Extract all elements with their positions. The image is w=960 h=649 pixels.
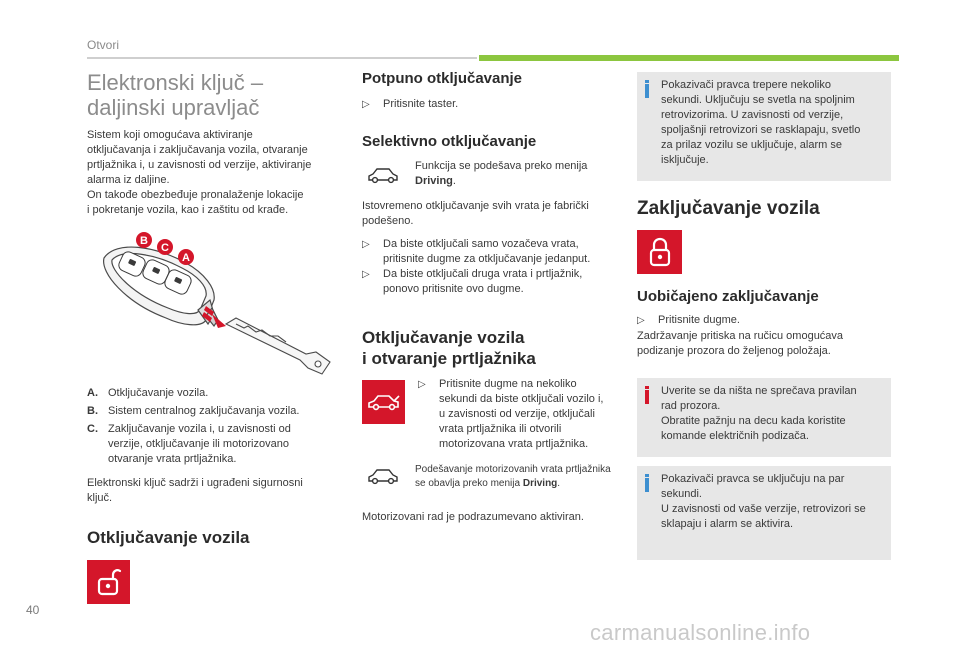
header-accent-bar bbox=[479, 55, 899, 61]
warning-line: Uverite se da ništa ne sprečava pravilan bbox=[661, 385, 857, 397]
warning-line: Obratite pažnju na decu kada koristite bbox=[661, 415, 846, 427]
text-line: Istovremeno otključavanje svih vrata je fabrički bbox=[362, 200, 589, 212]
step-text: motorizovana vrata prtljažnika. bbox=[439, 438, 589, 450]
key-label-b: B bbox=[140, 235, 148, 247]
heading-line: Otključavanje vozila bbox=[362, 328, 525, 347]
lock-button-icon bbox=[637, 230, 682, 274]
note-line: ključ. bbox=[87, 492, 113, 504]
info-line: sklapaju i alarm se aktivira. bbox=[661, 518, 794, 530]
intro-line: alarma iz daljine. bbox=[87, 174, 170, 186]
normal-lock-heading: Uobičajeno zaključavanje bbox=[637, 288, 819, 305]
intro-line: i pokretanje vozila, kao i zaštitu od krađe. bbox=[87, 204, 289, 216]
legend-letter: C. bbox=[87, 423, 98, 435]
full-unlock-heading: Potpuno otključavanje bbox=[362, 70, 523, 87]
header-divider bbox=[87, 57, 477, 59]
info-box-indicators bbox=[637, 72, 891, 181]
warning-icon bbox=[645, 390, 649, 404]
menu-name: Driving bbox=[415, 175, 453, 187]
info-line: retrovizorima. U zavisnosti od verzije, bbox=[661, 109, 844, 121]
step-text: u zavisnosti od verzije, otključali bbox=[439, 408, 595, 420]
note-end: . bbox=[557, 478, 561, 489]
warning-line: rad prozora. bbox=[661, 400, 721, 412]
intro-line: prtljažnika i, u zavisnosti od verzije, aktiviranje bbox=[87, 159, 312, 171]
page-title bbox=[87, 70, 263, 120]
key-legend bbox=[87, 386, 349, 467]
closed-padlock-icon bbox=[648, 237, 672, 267]
info-line: U zavisnosti od vaše verzije, retrovizori se bbox=[661, 503, 866, 515]
legend-letter: A. bbox=[87, 387, 98, 399]
step-text: Pritisnite dugme na nekoliko bbox=[439, 378, 577, 390]
step-text: Da biste otključali druga vrata i prtljažnik, bbox=[383, 268, 583, 280]
warning-box-windows bbox=[637, 378, 891, 457]
legend-text: verzije, otključavanje ili motorizovano bbox=[108, 438, 289, 450]
watermark: carmanualsonline.info bbox=[590, 620, 811, 645]
key-label-a: A bbox=[182, 252, 190, 264]
bullet-triangle-icon: ▷ bbox=[418, 379, 426, 390]
step-text: Pritisnite dugme. bbox=[658, 314, 740, 326]
legend-text: Zaključavanje vozila i, u zavisnosti od bbox=[108, 423, 291, 435]
legend-item bbox=[87, 422, 349, 467]
bullet-triangle-icon: ▷ bbox=[637, 315, 645, 326]
selective-unlock-heading: Selektivno otključavanje bbox=[362, 133, 537, 150]
intro-line: otključavanja i zaključavanja vozila, otvaranje bbox=[87, 144, 308, 156]
info-line: sekundi. bbox=[661, 488, 702, 500]
bullet-triangle-icon: ▷ bbox=[362, 269, 370, 280]
text-line: Zadržavanje pritiska na ručicu omogućava bbox=[637, 330, 844, 342]
info-line: spoljašnji retrovizori se rasklapaju, svetlo bbox=[661, 124, 861, 136]
step-item bbox=[362, 237, 624, 267]
trunk-unlock-heading bbox=[362, 327, 536, 369]
info-line: isključuje. bbox=[661, 154, 709, 166]
legend-text: Otključavanje vozila. bbox=[108, 387, 209, 399]
legend-item bbox=[87, 386, 349, 401]
info-box-locking bbox=[637, 466, 891, 560]
unlock-button-icon bbox=[87, 560, 130, 604]
selective-menu-note bbox=[415, 159, 625, 189]
info-line: Pokazivači pravca trepere nekoliko bbox=[661, 79, 831, 91]
info-icon bbox=[645, 478, 649, 492]
step-text: Pritisnite taster. bbox=[383, 98, 459, 110]
car-outline-icon bbox=[367, 467, 399, 485]
open-padlock-icon bbox=[96, 567, 122, 597]
info-line: za prilaz vozilu se uključuje, alarm se bbox=[661, 139, 842, 151]
info-line: sekundi. Uključuju se svetla na spoljnim bbox=[661, 94, 855, 106]
selective-steps bbox=[362, 237, 624, 297]
intro-paragraph bbox=[87, 128, 349, 218]
note-line: Funkcija se podešava preko menija bbox=[415, 160, 588, 172]
intro-line: On takođe obezbeđuje pronalaženje lokacije bbox=[87, 189, 304, 201]
factory-default-text bbox=[362, 199, 624, 229]
step-text: vrata prtljažnika ili otvorili bbox=[439, 423, 562, 435]
heading-line: i otvaranje prtljažnika bbox=[362, 349, 536, 368]
page-title-line: daljinski upravljač bbox=[87, 95, 260, 120]
legend-item bbox=[87, 404, 349, 419]
trunk-button-icon bbox=[362, 380, 405, 424]
safety-key-note bbox=[87, 476, 349, 506]
normal-lock-step bbox=[637, 313, 897, 328]
legend-text: otvaranje vrata prtljažnika. bbox=[108, 453, 237, 465]
window-closing-text bbox=[637, 329, 899, 359]
remote-key-illustration bbox=[86, 228, 346, 378]
lock-heading: Zaključavanje vozila bbox=[637, 198, 820, 219]
page-number: 40 bbox=[26, 603, 40, 617]
step-text: Da biste otključali samo vozačeva vrata, bbox=[383, 238, 579, 250]
unlock-heading: Otključavanje vozila bbox=[87, 528, 250, 547]
info-line: Pokazivači pravca se uključuju na par bbox=[661, 473, 845, 485]
bullet-triangle-icon: ▷ bbox=[362, 239, 370, 250]
step-text: ponovo pritisnite ovo dugme. bbox=[383, 283, 524, 295]
trunk-menu-note bbox=[415, 463, 630, 491]
intro-line: Sistem koji omogućava aktiviranje bbox=[87, 129, 253, 141]
note-end: . bbox=[452, 175, 456, 187]
info-icon bbox=[645, 84, 649, 98]
motorized-default-text: Motorizovani rad je podrazumevano aktiviran. bbox=[362, 511, 584, 523]
car-outline-icon bbox=[367, 166, 399, 184]
warning-line: komande električnih podizača. bbox=[661, 430, 809, 442]
step-item bbox=[362, 267, 624, 297]
step-text: sekundi da biste otključali vozilo i, bbox=[439, 393, 604, 405]
legend-text: Sistem centralnog zaključavanja vozila. bbox=[108, 405, 300, 417]
key-label-c: C bbox=[161, 242, 169, 254]
legend-letter: B. bbox=[87, 405, 98, 417]
note-line: Elektronski ključ sadrži i ugrađeni sigurnosni bbox=[87, 477, 303, 489]
section-label: Otvori bbox=[87, 38, 120, 52]
bullet-triangle-icon: ▷ bbox=[362, 99, 370, 110]
note-line: se obavlja preko menija bbox=[415, 478, 521, 489]
note-line: Podešavanje motorizovanih vrata prtljažnika bbox=[415, 464, 611, 475]
page-title-line: Elektronski ključ – bbox=[87, 70, 264, 95]
full-unlock-step bbox=[362, 97, 622, 112]
step-text: pritisnite dugme za otključavanje jedanput. bbox=[383, 253, 591, 265]
trunk-step bbox=[418, 377, 628, 452]
car-with-open-trunk-icon bbox=[367, 392, 401, 412]
text-line: podešeno. bbox=[362, 215, 414, 227]
menu-name: Driving bbox=[522, 478, 558, 489]
text-line: podizanje prozora do željenog položaja. bbox=[637, 345, 831, 357]
